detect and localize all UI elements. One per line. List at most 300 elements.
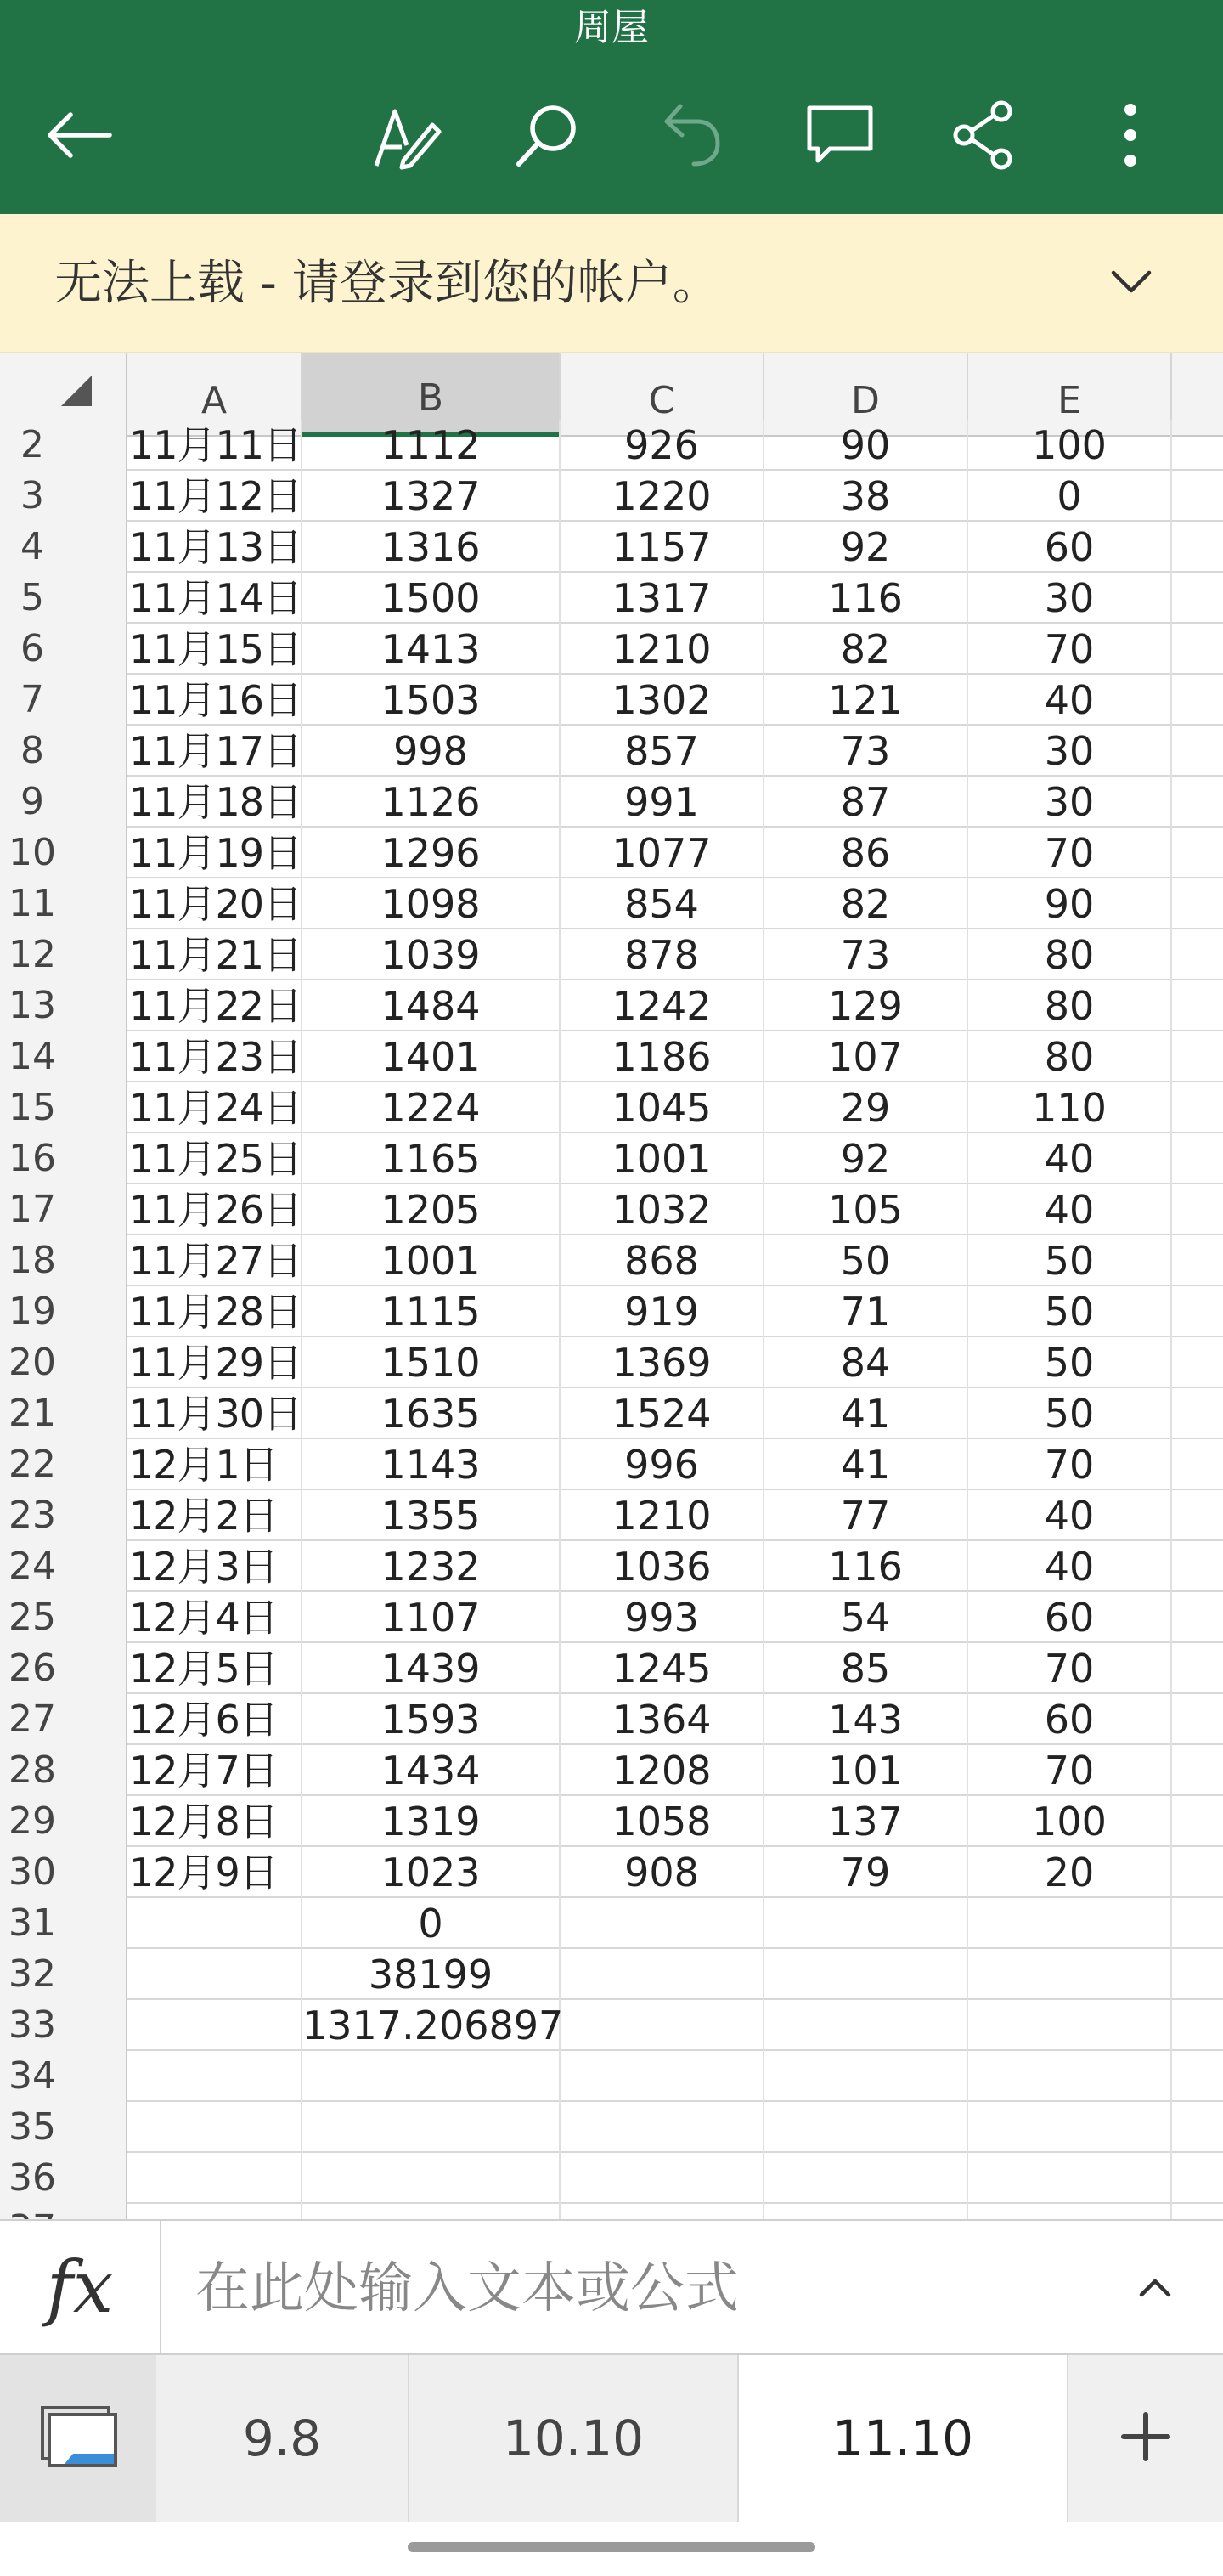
cell-a[interactable]: 11月17日 [127, 726, 302, 777]
banner-message: 无法上载 - 请登录到您的帐户。 [54, 256, 720, 311]
cell-f[interactable] [1172, 624, 1223, 675]
cell-c[interactable]: 868 [561, 1235, 764, 1286]
cell-f[interactable] [1172, 1949, 1223, 2000]
cell-c[interactable]: 1242 [561, 980, 764, 1031]
cell-b[interactable]: 1503 [302, 675, 561, 726]
row-header[interactable]: 24 [0, 1541, 127, 1592]
cell-b[interactable]: 1039 [302, 929, 561, 980]
cell-a[interactable]: 11月24日 [127, 1082, 302, 1133]
cell-e[interactable] [968, 1898, 1172, 1949]
cell-c[interactable]: 1524 [561, 1388, 764, 1439]
table-row [0, 1541, 1223, 1592]
cell-e[interactable]: 50 [968, 1337, 1172, 1388]
cell-e[interactable]: 70 [968, 1745, 1172, 1796]
cell-a[interactable]: 12月1日 [127, 1439, 302, 1490]
cell-f[interactable] [1172, 2051, 1223, 2102]
sheet-tab-10-10[interactable]: 10.10 [409, 2355, 739, 2522]
cell-a[interactable]: 12月4日 [127, 1592, 302, 1643]
cell-c[interactable]: 1364 [561, 1694, 764, 1745]
cell-d[interactable] [764, 2000, 968, 2051]
cell-a[interactable]: 11月13日 [127, 522, 302, 573]
cell-b[interactable]: 1500 [302, 573, 561, 624]
table-row [0, 1337, 1223, 1388]
cell-b[interactable]: 1401 [302, 1031, 561, 1082]
cell-b[interactable]: 0 [302, 1898, 561, 1949]
table-row [0, 522, 1223, 573]
sheet-tab-9-8[interactable]: 9.8 [156, 2355, 409, 2522]
cell-d[interactable]: 92 [764, 1133, 968, 1184]
more-button[interactable] [1084, 88, 1177, 182]
row-header[interactable]: 33 [0, 2000, 127, 2051]
cell-f[interactable] [1172, 420, 1223, 471]
cell-e[interactable]: 50 [968, 1286, 1172, 1337]
cell-c[interactable]: 1157 [561, 522, 764, 573]
cell-d[interactable]: 41 [764, 1388, 968, 1439]
sheet-tab-11-10[interactable]: 11.10 [739, 2355, 1068, 2522]
table-row [0, 828, 1223, 878]
cell-d[interactable]: 143 [764, 1694, 968, 1745]
cell-e[interactable]: 70 [968, 1643, 1172, 1694]
cell-f[interactable] [1172, 1439, 1223, 1490]
cell-b[interactable]: 1107 [302, 1592, 561, 1643]
cell-b[interactable]: 1232 [302, 1541, 561, 1592]
cell-c[interactable]: 1058 [561, 1796, 764, 1847]
spreadsheet-grid[interactable] [0, 353, 1223, 2219]
cell-b[interactable]: 1355 [302, 1490, 561, 1541]
cell-a[interactable]: 11月19日 [127, 828, 302, 878]
sheets-icon [39, 2404, 117, 2472]
formula-expand-button[interactable] [1121, 2255, 1189, 2323]
comment-button[interactable] [793, 88, 887, 182]
row-header[interactable]: 28 [0, 1745, 127, 1796]
cell-a[interactable]: 12月9日 [127, 1847, 302, 1898]
column-header-b[interactable]: B [302, 353, 561, 437]
row-header[interactable]: 9 [0, 777, 127, 828]
sheet-tab-bar [0, 2355, 1223, 2522]
cell-f[interactable] [1172, 2102, 1223, 2153]
cell-d[interactable]: 116 [764, 1541, 968, 1592]
row-header[interactable]: 17 [0, 1184, 127, 1235]
cell-d[interactable]: 38 [764, 471, 968, 522]
column-header-e[interactable]: E [968, 353, 1172, 437]
cell-d[interactable]: 92 [764, 522, 968, 573]
cell-e[interactable]: 70 [968, 1439, 1172, 1490]
row-header[interactable]: 25 [0, 1592, 127, 1643]
row-header[interactable]: 30 [0, 1847, 127, 1898]
row-header[interactable]: 16 [0, 1133, 127, 1184]
cell-f[interactable] [1172, 573, 1223, 624]
cell-a[interactable]: 11月18日 [127, 777, 302, 828]
cell-e[interactable] [968, 2051, 1172, 2102]
cell-d[interactable]: 84 [764, 1337, 968, 1388]
cell-a[interactable] [127, 1898, 302, 1949]
cell-c[interactable]: 857 [561, 726, 764, 777]
cell-c[interactable]: 1032 [561, 1184, 764, 1235]
cell-d[interactable] [764, 1898, 968, 1949]
cell-b[interactable]: 1434 [302, 1745, 561, 1796]
cell-e[interactable]: 40 [968, 1490, 1172, 1541]
upload-warning-banner[interactable] [0, 214, 1223, 353]
cell-d[interactable] [764, 2153, 968, 2204]
table-row [0, 1490, 1223, 1541]
cell-e[interactable]: 90 [968, 878, 1172, 929]
cell-d[interactable]: 87 [764, 777, 968, 828]
cell-d[interactable]: 79 [764, 1847, 968, 1898]
cell-c[interactable]: 996 [561, 1439, 764, 1490]
cell-b[interactable]: 1023 [302, 1847, 561, 1898]
cell-c[interactable]: 1210 [561, 624, 764, 675]
cell-e[interactable]: 40 [968, 1184, 1172, 1235]
cell-e[interactable]: 60 [968, 1694, 1172, 1745]
cell-c[interactable]: 993 [561, 1592, 764, 1643]
cell-a[interactable]: 12月5日 [127, 1643, 302, 1694]
cell-b[interactable]: 1001 [302, 1235, 561, 1286]
cell-f[interactable] [1172, 1694, 1223, 1745]
cell-f[interactable] [1172, 522, 1223, 573]
cell-b[interactable]: 1439 [302, 1643, 561, 1694]
column-header-c[interactable]: C [561, 353, 764, 437]
cell-f[interactable] [1172, 2000, 1223, 2051]
cell-c[interactable]: 1036 [561, 1541, 764, 1592]
cell-d[interactable]: 41 [764, 1439, 968, 1490]
cell-a[interactable]: 12月3日 [127, 1541, 302, 1592]
chevron-up-icon [1138, 2276, 1172, 2302]
cell-d[interactable]: 129 [764, 980, 968, 1031]
cell-f[interactable] [1172, 675, 1223, 726]
app-toolbar [0, 0, 1223, 214]
cell-b[interactable]: 1165 [302, 1133, 561, 1184]
cell-e[interactable]: 70 [968, 828, 1172, 878]
cell-a[interactable]: 11月23日 [127, 1031, 302, 1082]
cell-e[interactable]: 60 [968, 522, 1172, 573]
cell-d[interactable]: 121 [764, 675, 968, 726]
cell-f[interactable] [1172, 1184, 1223, 1235]
cell-c[interactable]: 1369 [561, 1337, 764, 1388]
cell-b[interactable]: 1484 [302, 980, 561, 1031]
cell-f[interactable] [1172, 1847, 1223, 1898]
table-row [0, 929, 1223, 980]
cell-a[interactable]: 11月26日 [127, 1184, 302, 1235]
cell-f[interactable] [1172, 1133, 1223, 1184]
cell-b[interactable]: 1327 [302, 471, 561, 522]
cell-f[interactable] [1172, 1388, 1223, 1439]
cell-e[interactable]: 30 [968, 573, 1172, 624]
cell-f[interactable] [1172, 726, 1223, 777]
cell-a[interactable]: 11月25日 [127, 1133, 302, 1184]
cell-e[interactable]: 50 [968, 1235, 1172, 1286]
sheet-list-button[interactable] [0, 2355, 156, 2522]
cell-d[interactable]: 116 [764, 573, 968, 624]
row-header[interactable]: 26 [0, 1643, 127, 1694]
table-row [0, 1796, 1223, 1847]
cell-e[interactable]: 80 [968, 980, 1172, 1031]
cell-c[interactable]: 1208 [561, 1745, 764, 1796]
home-indicator[interactable] [408, 2542, 815, 2552]
cell-e[interactable]: 30 [968, 726, 1172, 777]
column-header-d[interactable]: D [764, 353, 968, 437]
cell-a[interactable]: 11月28日 [127, 1286, 302, 1337]
cell-e[interactable] [968, 2000, 1172, 2051]
cell-c[interactable] [561, 1949, 764, 2000]
row-header[interactable]: 31 [0, 1898, 127, 1949]
cell-b[interactable]: 1413 [302, 624, 561, 675]
cell-e[interactable]: 110 [968, 1082, 1172, 1133]
cell-c[interactable]: 878 [561, 929, 764, 980]
table-row [0, 1592, 1223, 1643]
cell-e[interactable]: 20 [968, 1847, 1172, 1898]
row-header[interactable]: 23 [0, 1490, 127, 1541]
cell-a[interactable] [127, 2051, 302, 2102]
cell-b[interactable]: 1098 [302, 878, 561, 929]
row-header[interactable]: 10 [0, 828, 127, 878]
cell-c[interactable] [561, 2102, 764, 2153]
row-header[interactable]: 8 [0, 726, 127, 777]
cell-f[interactable] [1172, 1796, 1223, 1847]
cell-c[interactable] [561, 2153, 764, 2204]
row-header[interactable]: 18 [0, 1235, 127, 1286]
table-row [0, 1133, 1223, 1184]
cell-e[interactable]: 50 [968, 1388, 1172, 1439]
cell-c[interactable]: 854 [561, 878, 764, 929]
cell-b[interactable]: 1593 [302, 1694, 561, 1745]
cell-f[interactable] [1172, 1235, 1223, 1286]
row-header[interactable]: 2 [0, 420, 127, 471]
cell-b[interactable]: 1510 [302, 1337, 561, 1388]
cell-a[interactable]: 11月30日 [127, 1388, 302, 1439]
cell-c[interactable]: 1001 [561, 1133, 764, 1184]
cell-b[interactable]: 1635 [302, 1388, 561, 1439]
table-row [0, 980, 1223, 1031]
cell-d[interactable]: 90 [764, 420, 968, 471]
table-row [0, 2000, 1223, 2051]
select-all-triangle-icon [61, 376, 92, 406]
row-header[interactable]: 6 [0, 624, 127, 675]
function-button[interactable]: fx [0, 2221, 161, 2353]
banner-expand-button[interactable] [1096, 248, 1167, 319]
row-header[interactable]: 27 [0, 1694, 127, 1745]
cell-d[interactable]: 29 [764, 1082, 968, 1133]
cell-d[interactable]: 73 [764, 726, 968, 777]
cell-e[interactable]: 60 [968, 1592, 1172, 1643]
cell-a[interactable] [127, 1949, 302, 2000]
cell-e[interactable]: 100 [968, 1796, 1172, 1847]
back-button[interactable] [32, 88, 126, 182]
cell-d[interactable]: 82 [764, 624, 968, 675]
row-header[interactable]: 11 [0, 878, 127, 929]
undo-button[interactable] [645, 88, 739, 182]
cell-c[interactable]: 926 [561, 420, 764, 471]
cell-a[interactable]: 11月21日 [127, 929, 302, 980]
row-header[interactable]: 34 [0, 2051, 127, 2102]
cell-b[interactable]: 1115 [302, 1286, 561, 1337]
cell-f[interactable] [1172, 1592, 1223, 1643]
cell-a[interactable]: 11月12日 [127, 471, 302, 522]
cell-a[interactable]: 11月27日 [127, 1235, 302, 1286]
cell-c[interactable]: 1302 [561, 675, 764, 726]
cell-a[interactable]: 11月22日 [127, 980, 302, 1031]
cell-a[interactable]: 11月29日 [127, 1337, 302, 1388]
table-row [0, 471, 1223, 522]
cell-a[interactable]: 11月15日 [127, 624, 302, 675]
cell-b[interactable] [302, 2051, 561, 2102]
search-button[interactable] [501, 88, 595, 182]
row-header[interactable]: 7 [0, 675, 127, 726]
cell-b[interactable]: 1296 [302, 828, 561, 878]
cell-d[interactable] [764, 2102, 968, 2153]
cell-e[interactable]: 70 [968, 624, 1172, 675]
cell-d[interactable]: 54 [764, 1592, 968, 1643]
cell-b[interactable]: 1205 [302, 1184, 561, 1235]
cell-d[interactable]: 77 [764, 1490, 968, 1541]
cell-d[interactable] [764, 1949, 968, 2000]
row-header[interactable]: 35 [0, 2102, 127, 2153]
row-header[interactable]: 19 [0, 1286, 127, 1337]
cell-d[interactable]: 85 [764, 1643, 968, 1694]
cell-a[interactable]: 12月8日 [127, 1796, 302, 1847]
cell-e[interactable]: 80 [968, 929, 1172, 980]
cell-f[interactable] [1172, 1643, 1223, 1694]
cell-a[interactable]: 12月7日 [127, 1745, 302, 1796]
row-header[interactable]: 21 [0, 1388, 127, 1439]
formula-bar [0, 2219, 1223, 2355]
row-header[interactable]: 4 [0, 522, 127, 573]
cell-b[interactable]: 998 [302, 726, 561, 777]
cell-d[interactable]: 71 [764, 1286, 968, 1337]
cell-a[interactable]: 11月20日 [127, 878, 302, 929]
cell-c[interactable]: 1220 [561, 471, 764, 522]
cell-e[interactable] [968, 1949, 1172, 2000]
add-sheet-button[interactable] [1068, 2355, 1223, 2522]
cell-f[interactable] [1172, 471, 1223, 522]
cell-c[interactable]: 919 [561, 1286, 764, 1337]
cell-b[interactable]: 1143 [302, 1439, 561, 1490]
cell-d[interactable] [764, 2051, 968, 2102]
cell-f[interactable] [1172, 1898, 1223, 1949]
table-row [0, 1184, 1223, 1235]
cell-f[interactable] [1172, 929, 1223, 980]
cell-d[interactable]: 101 [764, 1745, 968, 1796]
cell-b[interactable] [302, 2153, 561, 2204]
cell-f[interactable] [1172, 1031, 1223, 1082]
cell-b[interactable]: 38199 [302, 1949, 561, 2000]
cell-a[interactable] [127, 2153, 302, 2204]
cell-c[interactable]: 1317 [561, 573, 764, 624]
table-row [0, 1388, 1223, 1439]
cell-d[interactable]: 82 [764, 878, 968, 929]
chevron-down-icon [1110, 269, 1153, 298]
cell-a[interactable]: 12月2日 [127, 1490, 302, 1541]
cell-d[interactable]: 86 [764, 828, 968, 878]
cell-a[interactable]: 11月16日 [127, 675, 302, 726]
table-row [0, 2102, 1223, 2153]
cell-c[interactable]: 991 [561, 777, 764, 828]
cell-e[interactable]: 100 [968, 420, 1172, 471]
cell-c[interactable]: 1245 [561, 1643, 764, 1694]
cell-c[interactable]: 1186 [561, 1031, 764, 1082]
cell-f[interactable] [1172, 1490, 1223, 1541]
cell-e[interactable] [968, 2102, 1172, 2153]
cell-c[interactable] [561, 2000, 764, 2051]
cell-a[interactable] [127, 2000, 302, 2051]
cell-c[interactable] [561, 1898, 764, 1949]
cell-c[interactable]: 1210 [561, 1490, 764, 1541]
cell-f[interactable] [1172, 1082, 1223, 1133]
row-header[interactable]: 13 [0, 980, 127, 1031]
row-header[interactable]: 32 [0, 1949, 127, 2000]
row-header[interactable]: 12 [0, 929, 127, 980]
cell-b[interactable]: 1319 [302, 1796, 561, 1847]
cell-f[interactable] [1172, 1286, 1223, 1337]
row-header[interactable]: 14 [0, 1031, 127, 1082]
cell-d[interactable]: 105 [764, 1184, 968, 1235]
cell-e[interactable]: 40 [968, 1133, 1172, 1184]
table-row [0, 777, 1223, 828]
cell-c[interactable] [561, 2051, 764, 2102]
cell-b[interactable]: 1112 [302, 420, 561, 471]
cell-c[interactable]: 1045 [561, 1082, 764, 1133]
cell-d[interactable]: 137 [764, 1796, 968, 1847]
row-header[interactable]: 22 [0, 1439, 127, 1490]
cell-f[interactable] [1172, 1337, 1223, 1388]
cell-f[interactable] [1172, 2153, 1223, 2204]
document-title[interactable]: 周屋 [574, 6, 649, 49]
row-header[interactable]: 3 [0, 471, 127, 522]
cell-d[interactable]: 73 [764, 929, 968, 980]
cell-a[interactable]: 12月6日 [127, 1694, 302, 1745]
row-header[interactable]: 5 [0, 573, 127, 624]
cell-b[interactable]: 1224 [302, 1082, 561, 1133]
cell-e[interactable]: 40 [968, 1541, 1172, 1592]
cell-f[interactable] [1172, 1541, 1223, 1592]
table-row [0, 1745, 1223, 1796]
cell-d[interactable]: 50 [764, 1235, 968, 1286]
cell-f[interactable] [1172, 828, 1223, 878]
row-header[interactable]: 20 [0, 1337, 127, 1388]
column-header-a[interactable]: A [127, 353, 302, 437]
share-button[interactable] [938, 88, 1031, 182]
table-row [0, 1031, 1223, 1082]
cell-b[interactable] [302, 2102, 561, 2153]
cell-f[interactable] [1172, 980, 1223, 1031]
undo-icon [657, 99, 728, 171]
cell-f[interactable] [1172, 1745, 1223, 1796]
share-icon [949, 99, 1020, 171]
cell-e[interactable]: 30 [968, 777, 1172, 828]
cell-e[interactable] [968, 2153, 1172, 2204]
cell-f[interactable] [1172, 878, 1223, 929]
cell-d[interactable]: 107 [764, 1031, 968, 1082]
row-header[interactable]: 36 [0, 2153, 127, 2204]
cell-c[interactable]: 908 [561, 1847, 764, 1898]
table-row [0, 420, 1223, 471]
cell-b[interactable]: 1317.206897 [302, 2000, 561, 2051]
cell-a[interactable] [127, 2102, 302, 2153]
cell-e[interactable]: 80 [968, 1031, 1172, 1082]
cell-b[interactable]: 1126 [302, 777, 561, 828]
row-header[interactable]: 15 [0, 1082, 127, 1133]
formula-input[interactable] [195, 2246, 1096, 2331]
table-row [0, 624, 1223, 675]
cell-b[interactable]: 1316 [302, 522, 561, 573]
cell-e[interactable]: 0 [968, 471, 1172, 522]
cell-a[interactable]: 11月11日 [127, 420, 302, 471]
cell-e[interactable]: 40 [968, 675, 1172, 726]
edit-button[interactable] [358, 88, 452, 182]
cell-f[interactable] [1172, 777, 1223, 828]
row-header[interactable]: 29 [0, 1796, 127, 1847]
cell-c[interactable]: 1077 [561, 828, 764, 878]
cell-a[interactable]: 11月14日 [127, 573, 302, 624]
